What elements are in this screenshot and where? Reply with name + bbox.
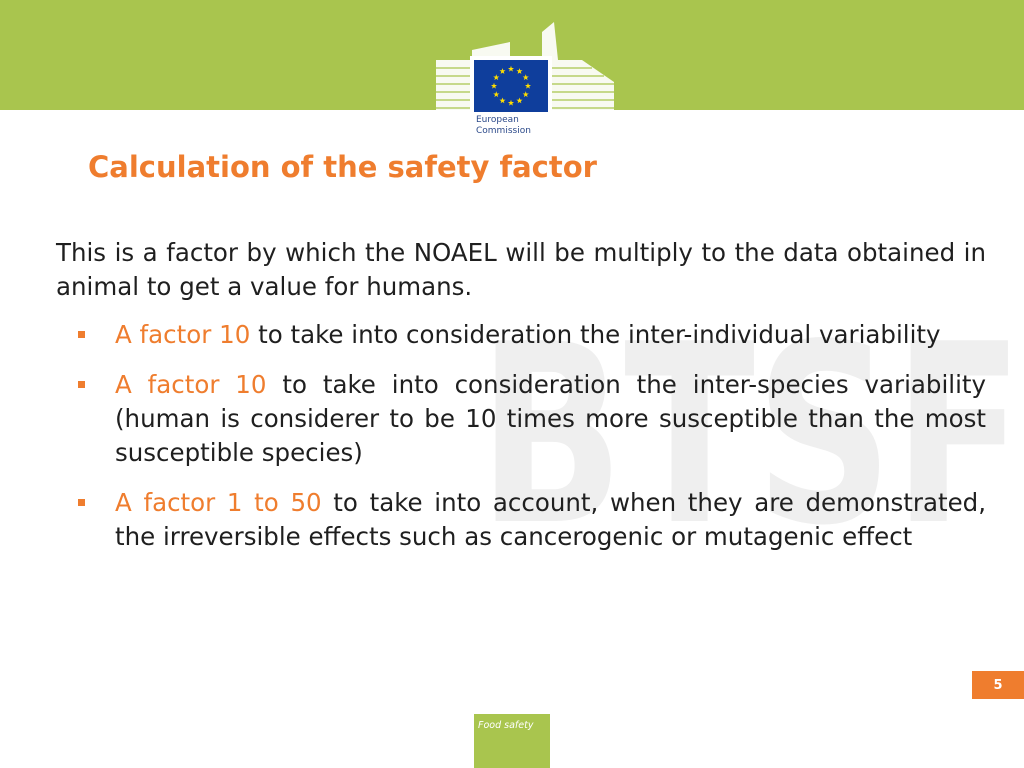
european-commission-logo [432,20,618,150]
bullet-item [56,368,986,470]
bullet-item [56,486,986,554]
watermark-text: BTSF [478,325,1024,535]
slide-title: Calculation of the safety factor [88,150,597,184]
footer-label: Food safety [478,720,534,731]
square-bullet-icon [78,381,85,388]
square-bullet-icon [78,331,85,338]
bullet-text: to take into account, when they are demonstrated, the irreversible effects such as cancerogenic or mutagenic effect [115,488,986,551]
intro-paragraph: This is a factor by which the NOAEL will be multiply to the data obtained in animal to get a value for humans. [56,238,986,301]
logo-wordmark [472,112,538,148]
bullet-text: to take into consideration the inter-individual variability [250,320,941,349]
page-number: 5 [972,671,1024,699]
logo-line-2: Commission [476,126,531,136]
bullet-text: to take into consideration the inter-species variability (human is considerer to be 10 times more susceptible than the most susceptible species) [115,370,986,467]
logo-line-1: European [476,115,519,125]
square-bullet-icon [78,499,85,506]
bullet-item [56,318,986,352]
footer-tab [474,714,550,768]
slide-body [56,236,986,570]
bullet-highlight: A factor 10 [115,370,267,399]
bullet-highlight: A factor 10 [115,320,251,349]
bullet-list [56,318,986,554]
bullet-highlight: A factor 1 to 50 [115,488,322,517]
